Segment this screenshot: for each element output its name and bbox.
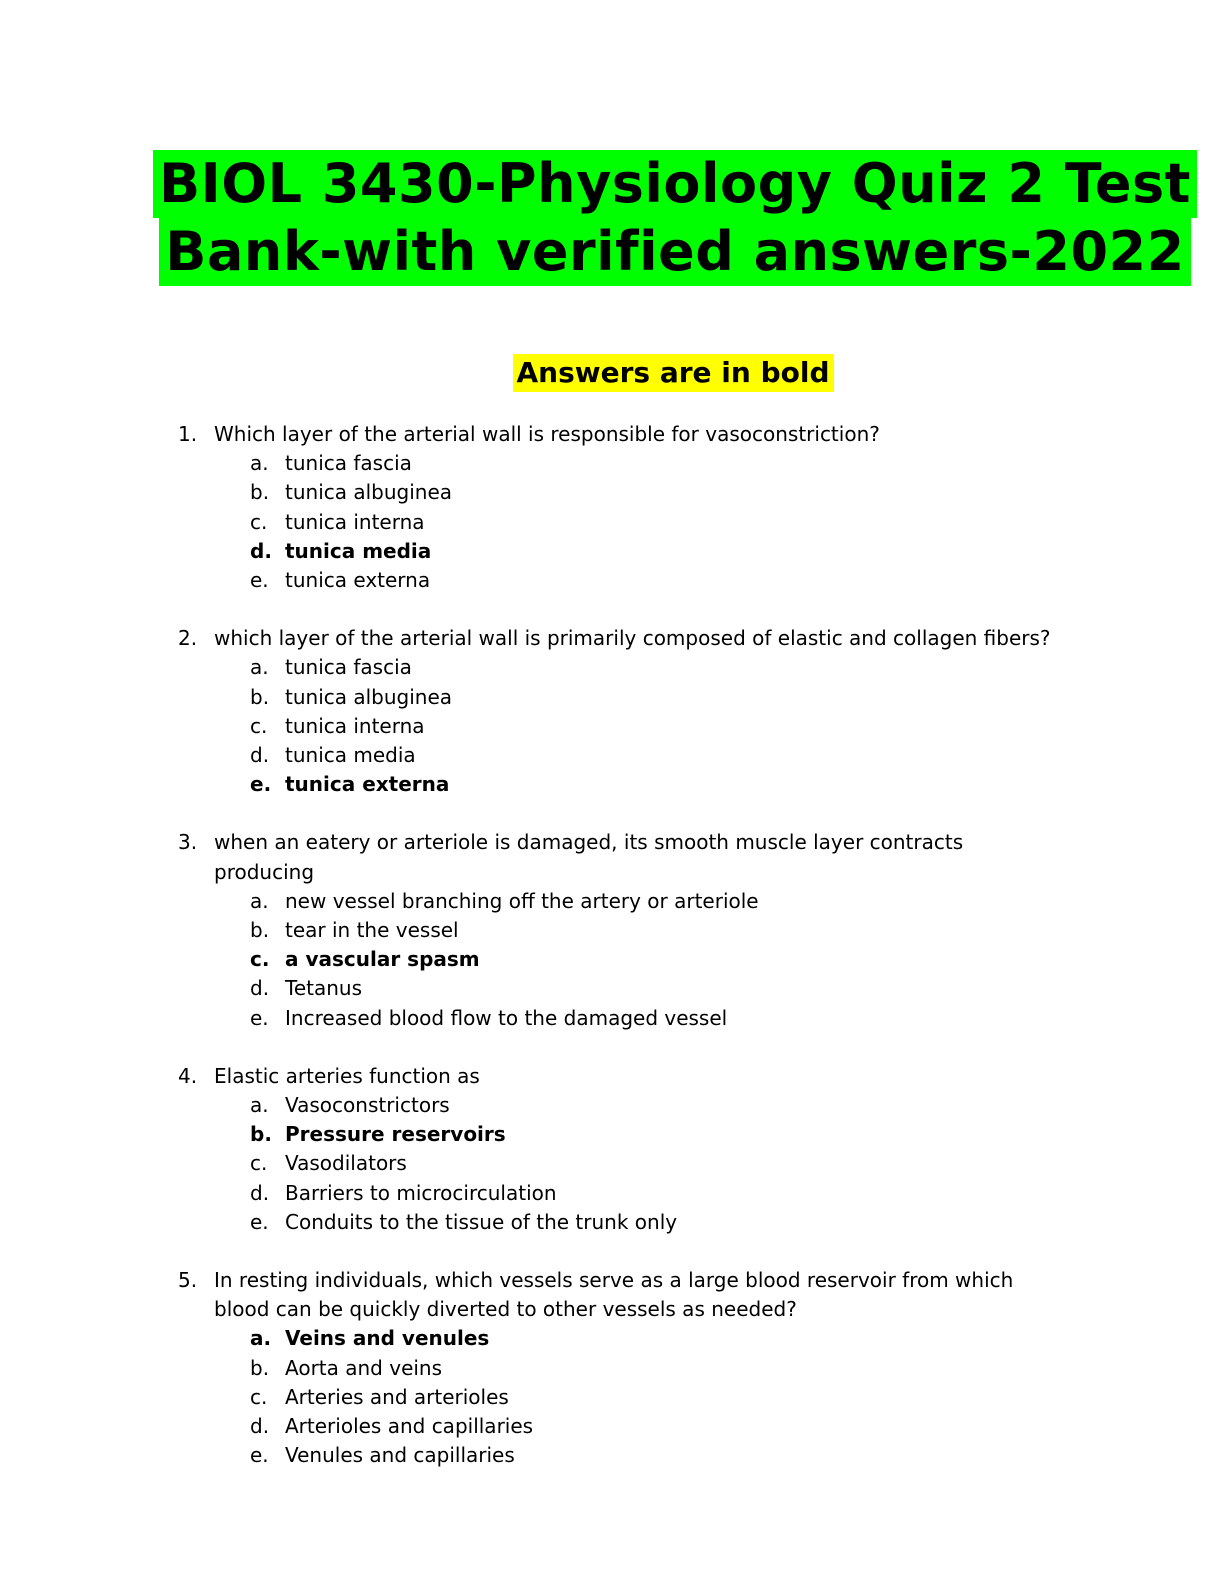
answer-option — [178, 478, 1058, 507]
answer-option — [178, 1441, 1058, 1470]
option-letter: e. — [250, 1005, 269, 1030]
question-number: 5. — [178, 1268, 198, 1293]
subtitle-container — [0, 354, 1224, 392]
answer-option — [178, 1412, 1058, 1441]
option-letter: d. — [250, 1180, 270, 1205]
option-text: tunica interna — [285, 713, 425, 738]
option-letter: e. — [250, 772, 272, 797]
option-text: new vessel branching off the artery or arteriole — [285, 888, 759, 913]
option-text: tear in the vessel — [285, 918, 459, 943]
answer-option — [178, 712, 1058, 741]
option-letter: c. — [250, 1151, 268, 1176]
option-letter: b. — [250, 684, 270, 709]
option-text: tunica externa — [285, 772, 450, 797]
question-5 — [178, 1266, 1058, 1470]
option-letter: d. — [250, 538, 272, 563]
option-text: tunica fascia — [285, 451, 412, 476]
title-line-1: BIOL 3430-Physiology Quiz 2 Test — [153, 150, 1197, 218]
option-text: Vasoconstrictors — [285, 1093, 450, 1118]
question-3 — [178, 828, 1058, 1032]
document-title — [150, 150, 1200, 286]
correct-answer-option — [178, 770, 1058, 799]
question-text: In resting individuals, which vessels serve as a large blood reservoir from which blood can be quickly diverted to other vessels as needed? — [214, 1268, 1014, 1322]
question-number: 1. — [178, 422, 198, 446]
question-text: when an eatery or arteriole is damaged, its smooth muscle layer contracts producing — [214, 830, 964, 884]
option-letter: e. — [250, 1209, 269, 1234]
option-text: Veins and venules — [285, 1326, 490, 1351]
correct-answer-option — [178, 1120, 1058, 1149]
option-letter: a. — [250, 451, 269, 476]
option-letter: b. — [250, 1355, 270, 1380]
option-text: tunica media — [285, 538, 432, 563]
question-number: 2. — [178, 626, 198, 651]
option-letter: d. — [250, 1414, 270, 1439]
answer-option — [178, 566, 1058, 595]
question-2 — [178, 624, 1058, 799]
answer-option — [178, 887, 1058, 916]
option-text: tunica albuginea — [285, 684, 453, 709]
option-letter: a. — [250, 1326, 272, 1351]
option-text: Vasodilators — [285, 1151, 407, 1176]
correct-answer-option — [178, 537, 1058, 566]
question-4 — [178, 1062, 1058, 1237]
question-list — [178, 420, 1058, 1500]
option-text: Venules and capillaries — [285, 1443, 515, 1468]
option-text: Pressure reservoirs — [285, 1122, 506, 1147]
answer-option — [178, 741, 1058, 770]
question-number: 4. — [178, 1063, 198, 1088]
answer-option — [178, 974, 1058, 1003]
question-number: 3. — [178, 830, 198, 855]
option-letter: d. — [250, 976, 270, 1001]
answer-option — [178, 1383, 1058, 1412]
option-text: Aorta and veins — [285, 1355, 443, 1380]
answer-option — [178, 683, 1058, 712]
option-text: Increased blood flow to the damaged vessel — [285, 1005, 728, 1030]
option-letter: c. — [250, 947, 270, 972]
option-letter: c. — [250, 713, 268, 738]
answer-option — [178, 653, 1058, 682]
option-letter: a. — [250, 888, 269, 913]
option-letter: e. — [250, 1443, 269, 1468]
option-letter: b. — [250, 1122, 272, 1147]
option-text: tunica interna — [285, 509, 425, 534]
option-text: Arterioles and capillaries — [285, 1414, 534, 1439]
answer-option — [178, 1091, 1058, 1120]
question-text: Elastic arteries function as — [214, 1063, 480, 1088]
option-letter: c. — [250, 509, 268, 534]
title-line-2: Bank-with verified answers-2022 — [159, 218, 1190, 286]
answer-option — [178, 449, 1058, 478]
correct-answer-option — [178, 945, 1058, 974]
question-text: which layer of the arterial wall is primarily composed of elastic and collagen fibers? — [214, 626, 1051, 651]
option-text: Barriers to microcirculation — [285, 1180, 557, 1205]
option-text: Tetanus — [285, 976, 362, 1001]
option-letter: a. — [250, 655, 269, 680]
option-letter: c. — [250, 1384, 268, 1409]
option-text: Arteries and arterioles — [285, 1384, 509, 1409]
answers-note: Answers are in bold — [513, 354, 834, 392]
correct-answer-option — [178, 1324, 1058, 1353]
answer-option — [178, 1208, 1058, 1237]
option-letter: e. — [250, 568, 269, 593]
option-letter: b. — [250, 480, 270, 505]
answer-option — [178, 1149, 1058, 1178]
option-text: a vascular spasm — [285, 947, 480, 972]
question-1 — [178, 420, 1058, 595]
answer-option — [178, 1179, 1058, 1208]
answer-option — [178, 1004, 1058, 1033]
option-letter: a. — [250, 1093, 269, 1118]
option-text: tunica externa — [285, 568, 431, 593]
option-text: tunica fascia — [285, 655, 412, 680]
answer-option — [178, 508, 1058, 537]
option-text: Conduits to the tissue of the trunk only — [285, 1209, 678, 1234]
option-letter: d. — [250, 743, 270, 768]
option-letter: b. — [250, 918, 270, 943]
answer-option — [178, 916, 1058, 945]
answer-option — [178, 1354, 1058, 1383]
option-text: tunica media — [285, 743, 416, 768]
question-text: Which layer of the arterial wall is responsible for vasoconstriction? — [214, 422, 880, 446]
option-text: tunica albuginea — [285, 480, 453, 505]
